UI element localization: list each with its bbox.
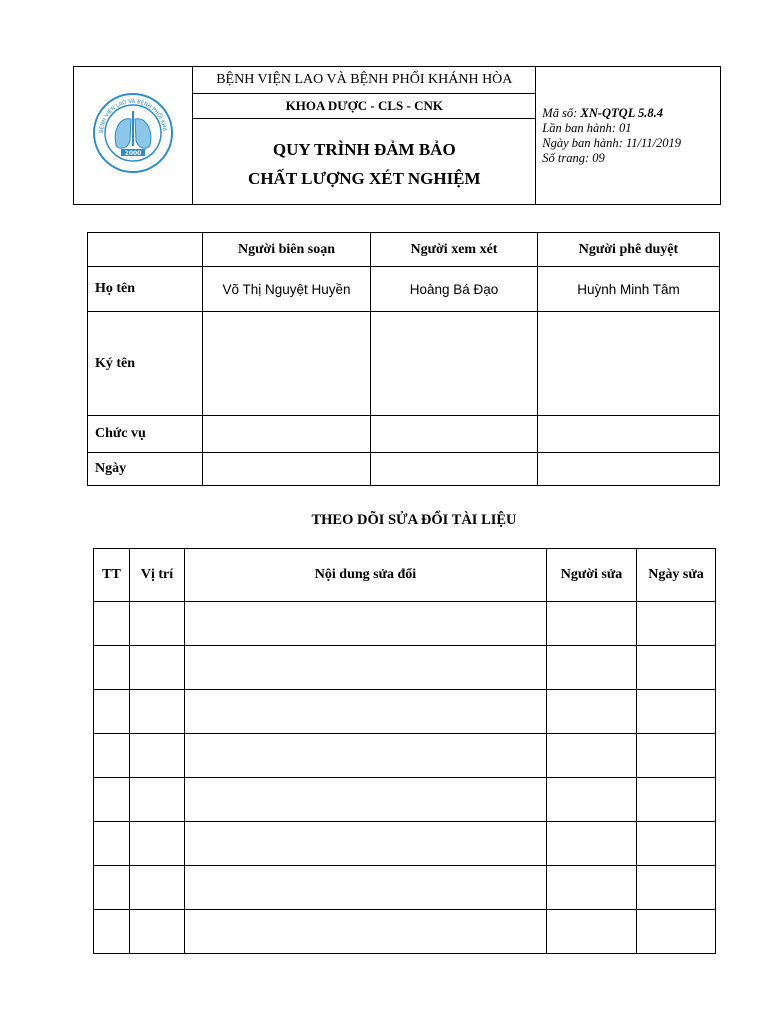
cell-position[interactable] <box>130 866 185 910</box>
cell-content[interactable] <box>185 866 547 910</box>
approver-name: Huỳnh Minh Tâm <box>538 267 720 312</box>
revision-row <box>94 646 716 690</box>
row-label-date: Ngày <box>88 453 203 486</box>
document-title <box>193 119 536 205</box>
hospital-logo-icon <box>91 91 175 175</box>
revision-table <box>93 548 716 954</box>
logo-ring-text: BỆNH VIỆN LAO VÀ BỆNH PHỔI KHÁ <box>99 98 168 134</box>
issue-date: Ngày ban hành: 11/11/2019 <box>542 135 682 150</box>
cell-position[interactable] <box>130 690 185 734</box>
cell-position[interactable] <box>130 910 185 954</box>
composer-name: Võ Thị Nguyệt Huyền <box>203 267 371 312</box>
cell-date[interactable] <box>637 690 716 734</box>
approver-date[interactable] <box>538 453 720 486</box>
cell-date[interactable] <box>637 646 716 690</box>
column-approver: Người phê duyệt <box>538 233 720 267</box>
cell-date[interactable] <box>637 778 716 822</box>
page-count: Số trang: 09 <box>542 150 605 165</box>
revision-row <box>94 778 716 822</box>
cell-tt[interactable] <box>94 778 130 822</box>
cell-content[interactable] <box>185 778 547 822</box>
composer-signature[interactable] <box>203 312 371 416</box>
issue-number: Lần ban hành: 01 <box>542 120 632 135</box>
reviewer-date[interactable] <box>371 453 538 486</box>
hospital-logo-cell <box>74 67 193 205</box>
cell-editor[interactable] <box>547 690 637 734</box>
cell-date[interactable] <box>637 734 716 778</box>
cell-date[interactable] <box>637 822 716 866</box>
header-content: Nội dung sửa đổi <box>185 549 547 602</box>
revision-row <box>94 602 716 646</box>
cell-content[interactable] <box>185 910 547 954</box>
cell-content[interactable] <box>185 602 547 646</box>
department-name: KHOA DƯỢC - CLS - CNK <box>193 94 536 119</box>
title-line-1: QUY TRÌNH ĐẢM BẢO <box>272 139 456 159</box>
approval-corner-cell <box>88 233 203 267</box>
cell-date[interactable] <box>637 602 716 646</box>
reviewer-name: Hoàng Bá Đạo <box>371 267 538 312</box>
cell-editor[interactable] <box>547 866 637 910</box>
revision-row <box>94 690 716 734</box>
cell-position[interactable] <box>130 822 185 866</box>
cell-date[interactable] <box>637 910 716 954</box>
column-composer: Người biên soạn <box>203 233 371 267</box>
cell-tt[interactable] <box>94 910 130 954</box>
approval-table <box>87 232 720 486</box>
header-date: Ngày sửa <box>637 549 716 602</box>
reviewer-signature[interactable] <box>371 312 538 416</box>
cell-tt[interactable] <box>94 602 130 646</box>
document-meta <box>536 67 721 205</box>
cell-editor[interactable] <box>547 646 637 690</box>
revision-row <box>94 910 716 954</box>
cell-content[interactable] <box>185 646 547 690</box>
composer-position[interactable] <box>203 416 371 453</box>
cell-content[interactable] <box>185 822 547 866</box>
revision-row <box>94 866 716 910</box>
cell-editor[interactable] <box>547 910 637 954</box>
row-label-position: Chức vụ <box>88 416 203 453</box>
cell-position[interactable] <box>130 778 185 822</box>
row-label-signature: Ký tên <box>88 312 203 416</box>
cell-tt[interactable] <box>94 822 130 866</box>
cell-tt[interactable] <box>94 690 130 734</box>
cell-editor[interactable] <box>547 602 637 646</box>
cell-position[interactable] <box>130 602 185 646</box>
approver-position[interactable] <box>538 416 720 453</box>
cell-content[interactable] <box>185 690 547 734</box>
document-code: Mã số: XN-QTQL 5.8.4 <box>542 105 663 120</box>
document-header <box>73 66 721 205</box>
cell-tt[interactable] <box>94 866 130 910</box>
cell-tt[interactable] <box>94 734 130 778</box>
header-editor: Người sửa <box>547 549 637 602</box>
approver-signature[interactable] <box>538 312 720 416</box>
composer-date[interactable] <box>203 453 371 486</box>
revision-section-title: THEO DÕI SỬA ĐỔI TÀI LIỆU <box>311 512 517 528</box>
title-line-2: CHẤT LƯỢNG XÉT NGHIỆM <box>248 168 481 188</box>
cell-position[interactable] <box>130 734 185 778</box>
cell-editor[interactable] <box>547 734 637 778</box>
cell-date[interactable] <box>637 866 716 910</box>
reviewer-position[interactable] <box>371 416 538 453</box>
logo-year: 2000 <box>124 150 142 157</box>
row-label-name: Họ tên <box>88 267 203 312</box>
cell-content[interactable] <box>185 734 547 778</box>
header-tt: TT <box>94 549 130 602</box>
cell-editor[interactable] <box>547 778 637 822</box>
revision-row <box>94 734 716 778</box>
header-position: Vị trí <box>130 549 185 602</box>
cell-editor[interactable] <box>547 822 637 866</box>
hospital-name: BỆNH VIỆN LAO VÀ BỆNH PHỔI KHÁNH HÒA <box>193 67 536 94</box>
cell-tt[interactable] <box>94 646 130 690</box>
column-reviewer: Người xem xét <box>371 233 538 267</box>
revision-row <box>94 822 716 866</box>
cell-position[interactable] <box>130 646 185 690</box>
